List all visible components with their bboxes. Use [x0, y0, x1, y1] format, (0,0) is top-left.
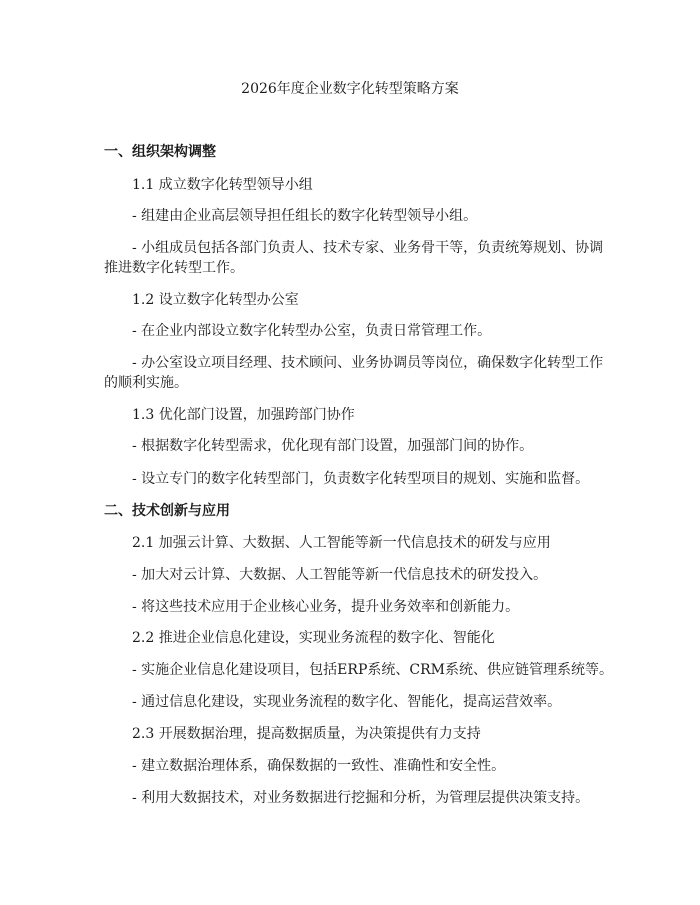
list-item: - 办公室设立项目经理、技术顾问、业务协调员等岗位，确保数字化转型工作	[132, 355, 604, 371]
list-item: - 利用大数据技术，对业务数据进行挖掘和分析，为管理层提供决策支持。	[132, 790, 590, 806]
list-item: - 组建由企业高层领导担任组长的数字化转型领导小组。	[132, 208, 478, 224]
subsection-title: 2.3 开展数据治理，提高数据质量，为决策提供有力支持	[132, 726, 481, 742]
list-item: - 设立专门的数字化转型部门，负责数字化转型项目的规划、实施和监督。	[132, 471, 590, 487]
list-item-continuation: 推进数字化转型工作。	[104, 260, 244, 276]
list-item: - 建立数据治理体系，确保数据的一致性、准确性和安全性。	[132, 758, 506, 774]
section-heading: 二、技术创新与应用	[104, 503, 230, 519]
subsection-title: 1.1 成立数字化转型领导小组	[132, 177, 313, 193]
list-item: - 加大对云计算、大数据、人工智能等新一代信息技术的研发投入。	[132, 567, 548, 583]
section-heading: 一、组织架构调整	[104, 144, 216, 160]
list-item-continuation: 的顺利实施。	[104, 375, 188, 391]
list-item: - 根据数字化转型需求，优化现有部门设置，加强部门间的协作。	[132, 438, 534, 454]
list-item: - 将这些技术应用于企业核心业务，提升业务效率和创新能力。	[132, 599, 520, 615]
subsection-title: 2.2 推进企业信息化建设，实现业务流程的数字化、智能化	[132, 630, 495, 646]
subsection-title: 1.3 优化部门设置，加强跨部门协作	[132, 407, 355, 423]
subsection-title: 1.2 设立数字化转型办公室	[132, 292, 299, 308]
list-item: - 实施企业信息化建设项目，包括ERP系统、CRM系统、供应链管理系统等。	[132, 662, 613, 678]
subsection-title: 2.1 加强云计算、大数据、人工智能等新一代信息技术的研发与应用	[132, 535, 551, 551]
document-title: 2026年度企业数字化转型策略方案	[241, 81, 459, 97]
list-item: - 在企业内部设立数字化转型办公室，负责日常管理工作。	[132, 323, 492, 339]
list-item: - 小组成员包括各部门负责人、技术专家、业务骨干等，负责统筹规划、协调	[132, 240, 604, 256]
list-item: - 通过信息化建设，实现业务流程的数字化、智能化，提高运营效率。	[132, 694, 562, 710]
